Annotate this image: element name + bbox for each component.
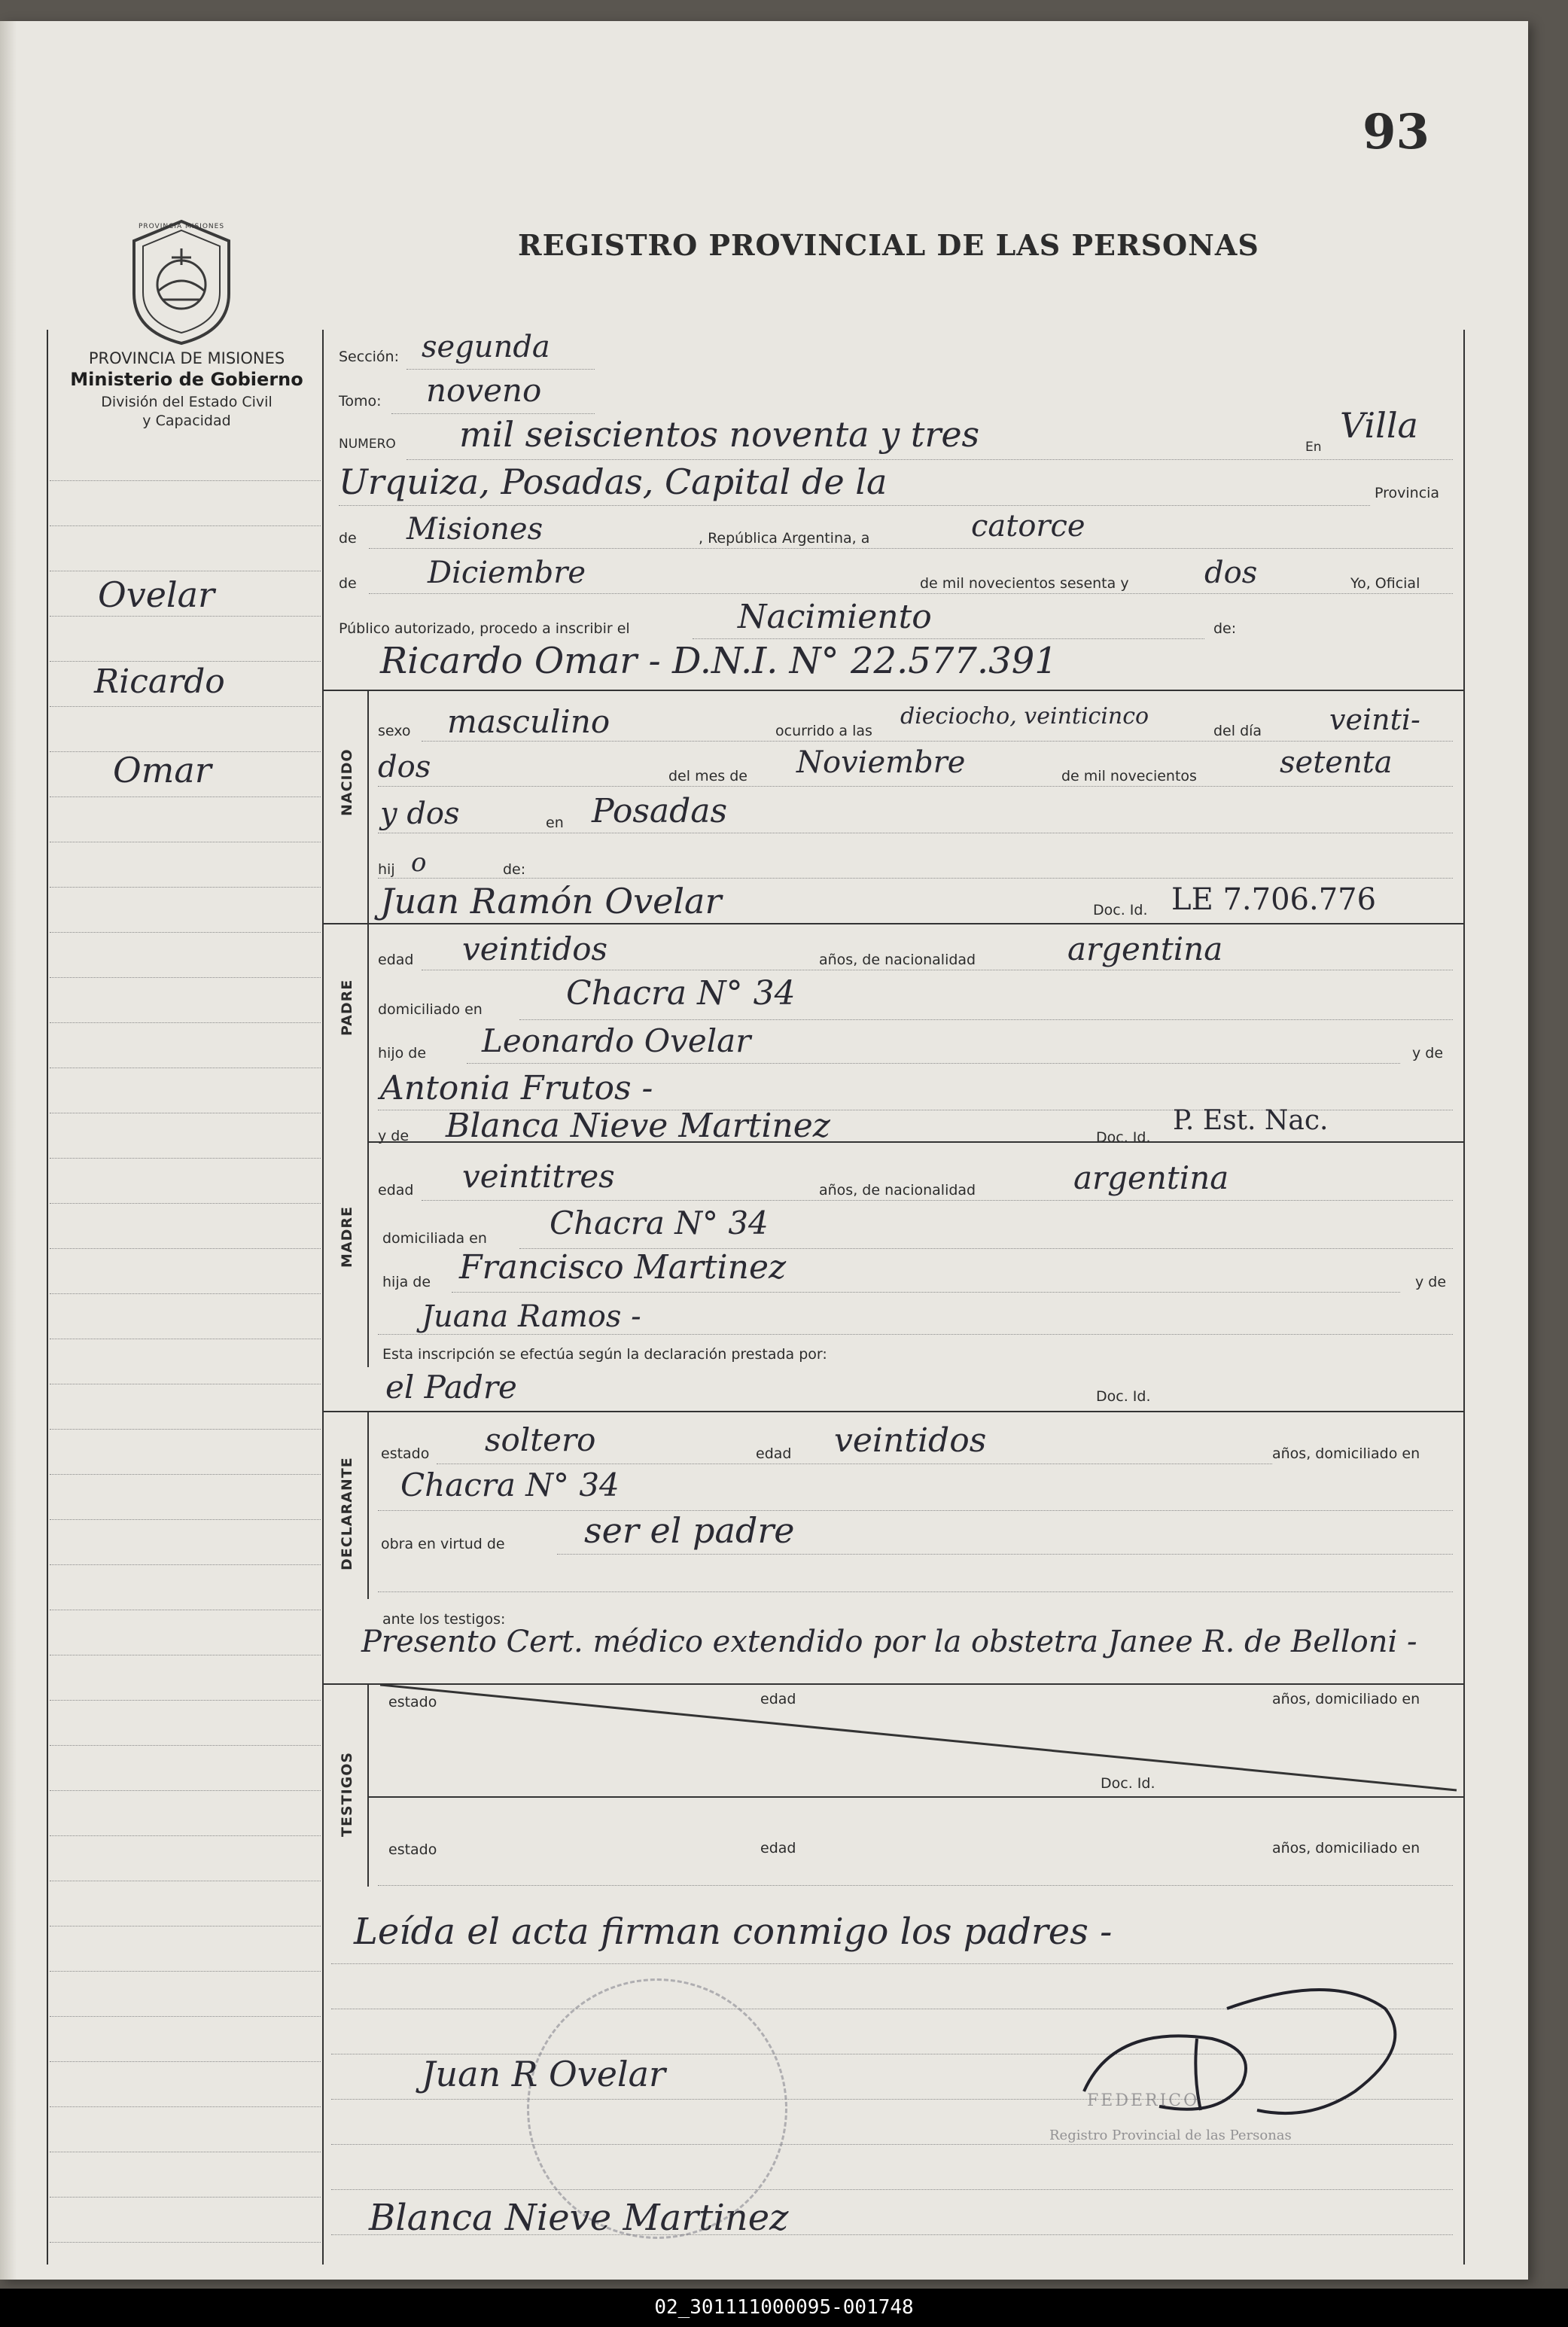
value-hijo-suffix: o	[411, 848, 427, 878]
value-padre-nac: argentina	[1067, 930, 1223, 967]
main-left-border	[322, 330, 324, 2265]
margin-rule	[50, 2016, 321, 2017]
margin-rule	[50, 661, 321, 662]
label-tomo: Tomo:	[339, 393, 382, 410]
value-madre-padre: Francisco Martinez	[459, 1248, 787, 1287]
label-de-mil: de mil novecientos sesenta y	[920, 575, 1129, 592]
seal-text: PROVINCIA MISIONES	[138, 223, 225, 230]
section-madre: MADRE	[339, 1206, 355, 1268]
margin-rule	[50, 1248, 321, 1249]
label-de-hijo: de:	[503, 861, 526, 878]
margin-note-given2: Omar	[113, 750, 212, 790]
value-padre-madre: Antonia Frutos -	[380, 1069, 653, 1107]
value-decl-edad: veintidos	[834, 1421, 987, 1460]
margin-rule	[50, 2061, 321, 2062]
label-madre-doc: Doc. Id.	[1096, 1129, 1151, 1146]
page-number: 93	[1362, 104, 1430, 160]
page-title: REGISTRO PROVINCIAL DE LAS PERSONAS	[518, 228, 1259, 262]
label-de-prov: de	[339, 530, 357, 547]
value-anio: dos	[1204, 556, 1258, 590]
value-lectura: Leída el acta firman conmigo los padres -	[354, 1911, 1113, 1953]
value-lugar-nac: Posadas	[592, 792, 728, 830]
label-declarante-doc: Doc. Id.	[1096, 1388, 1151, 1405]
label-madre-edad: edad	[378, 1182, 414, 1199]
label-en: En	[1305, 440, 1322, 455]
value-decl-obra: ser el padre	[584, 1510, 795, 1551]
value-padre-nombre: Juan Ramón Ovelar	[380, 881, 722, 921]
label-t1-doc: Doc. Id.	[1101, 1775, 1155, 1792]
value-padre-doc: LE 7.706.776	[1171, 882, 1377, 917]
label-decl-obra: obra en virtud de	[381, 1536, 505, 1552]
value-mes: Diciembre	[428, 556, 586, 590]
margin-note-given1: Ricardo	[94, 662, 225, 701]
margin-rule	[50, 1835, 321, 1836]
label-y-de-madre: y de	[378, 1128, 410, 1144]
label-decl-estado: estado	[381, 1445, 430, 1462]
register-page	[0, 21, 1528, 2280]
margin-rule	[50, 2242, 321, 2243]
label-yo-oficial: Yo, Oficial	[1350, 575, 1420, 592]
madre-top-rule	[367, 1141, 1463, 1143]
value-acto: Nacimiento	[738, 598, 932, 636]
label-hijo: hij	[378, 861, 395, 878]
footer-bar	[0, 2289, 1568, 2327]
margin-rule	[50, 1700, 321, 1701]
footer-id: 02_301111000095-001748	[654, 2296, 914, 2319]
value-padre-padre: Leonardo Ovelar	[482, 1022, 751, 1059]
label-rep-arg: , República Argentina, a	[699, 530, 870, 547]
margin-rule	[50, 1429, 321, 1430]
value-nombre: Ricardo Omar - D.N.I. N° 22.577.391	[380, 640, 1058, 682]
label-madre-dom: domiciliada en	[382, 1230, 487, 1247]
body-rule	[331, 1963, 1453, 1964]
label-padre-doc: Doc. Id.	[1093, 902, 1148, 918]
padre-top-rule	[322, 923, 1463, 924]
section-testigos: TESTIGOS	[339, 1751, 355, 1837]
margin-rule	[50, 525, 321, 526]
label-de-colon: de:	[1213, 620, 1237, 637]
value-decl-dom: Chacra N° 34	[400, 1467, 620, 1503]
label-numero: NUMERO	[339, 437, 396, 452]
margin-rule	[50, 480, 321, 481]
body-rule	[331, 2189, 1453, 2190]
value-madre-dom: Chacra N° 34	[550, 1205, 769, 1241]
value-declarante: el Padre	[385, 1369, 517, 1406]
label-decl-edad: edad	[756, 1445, 792, 1462]
label-padre-y-de: y de	[1412, 1045, 1444, 1061]
label-ocurrido: ocurrido a las	[775, 723, 872, 739]
declarante-top-rule	[322, 1411, 1463, 1412]
label-padre-dom: domiciliado en	[378, 1001, 483, 1018]
signature-father: Juan R Ovelar	[422, 2054, 666, 2094]
label-del-dia: del día	[1213, 723, 1262, 739]
main-right-border	[1463, 330, 1465, 2265]
value-madre-edad: veintitres	[462, 1158, 615, 1195]
value-testigos: Presento Cert. médico extendido por la obstetra Janee R. de Belloni -	[361, 1625, 1417, 1659]
margin-rule	[50, 616, 321, 617]
value-madre-nombre: Blanca Nieve Martinez	[446, 1107, 830, 1145]
value-mes-nac: Noviembre	[796, 745, 966, 780]
label-t2-dom: años, domiciliado en	[1272, 1840, 1420, 1856]
value-provincia: Misiones	[406, 512, 543, 547]
label-madre-hija-de: hija de	[382, 1274, 431, 1290]
margin-rule	[50, 1564, 321, 1565]
label-del-mes: del mes de	[668, 768, 747, 784]
section-nacido: NACIDO	[339, 748, 355, 816]
value-lugar: Urquiza, Posadas, Capital de la	[339, 461, 888, 502]
margin-rule	[50, 1790, 321, 1791]
value-decl-estado: soltero	[485, 1421, 596, 1458]
cancel-strike	[380, 1685, 1460, 1796]
value-dia-nac: veinti-	[1329, 703, 1420, 736]
value-madre-nac: argentina	[1073, 1159, 1229, 1196]
stamp-name: FEDERICO	[1087, 2091, 1200, 2110]
value-padre-edad: veintidos	[462, 930, 608, 967]
margin-rule	[50, 977, 321, 978]
label-en-lugar: en	[546, 815, 564, 831]
testigo-divider	[367, 1796, 1463, 1798]
margin-rule	[50, 2197, 321, 2198]
label-t2-estado: estado	[388, 1841, 437, 1858]
value-tomo: noveno	[426, 372, 542, 409]
margin-rule	[50, 1519, 321, 1520]
margin-rule	[50, 2106, 321, 2107]
value-numero: mil seiscientos noventa y tres	[459, 414, 980, 455]
value-seccion: segunda	[422, 330, 550, 364]
label-sexo: sexo	[378, 723, 411, 739]
seal-emblem	[125, 218, 238, 346]
value-dia: catorce	[971, 509, 1085, 544]
value-en: Villa	[1340, 405, 1418, 446]
margin-rule	[50, 1203, 321, 1204]
label-seccion: Sección:	[339, 349, 399, 365]
margin-rule	[50, 1158, 321, 1159]
value-padre-dom: Chacra N° 34	[566, 974, 796, 1013]
label-declaracion: Esta inscripción se efectúa según la declaración prestada por:	[382, 1346, 827, 1363]
margin-rule	[50, 887, 321, 888]
org-province: PROVINCIA DE MISIONES	[88, 349, 285, 367]
label-ante: ante los testigos:	[382, 1611, 506, 1628]
stamp-registry: Registro Provincial de las Personas	[1049, 2127, 1292, 2143]
label-publico: Público autorizado, procedo a inscribir el	[339, 620, 630, 637]
margin-rule	[50, 1022, 321, 1023]
nacido-top-rule	[322, 690, 1463, 691]
label-t1-dom: años, domiciliado en	[1272, 1691, 1420, 1707]
value-dia-nac2: dos	[378, 750, 431, 784]
value-anio-nac: setenta	[1280, 745, 1393, 780]
margin-rule	[50, 796, 321, 797]
org-capacity: y Capacidad	[142, 413, 231, 429]
label-padre-nac: años, de nacionalidad	[819, 952, 976, 968]
value-madre-madre: Juana Ramos -	[422, 1299, 641, 1334]
margin-rule	[50, 1971, 321, 1972]
value-hora: dieciocho, veinticinco	[900, 703, 1149, 729]
label-provincia: Provincia	[1375, 485, 1440, 501]
label-madre-y-de: y de	[1415, 1274, 1447, 1290]
label-t1-estado: estado	[388, 1694, 437, 1710]
margin-rule	[50, 932, 321, 933]
signature-officer	[1069, 1978, 1415, 2137]
signature-mother: Blanca Nieve Martinez	[369, 2197, 789, 2239]
value-anio-nac2: y dos	[380, 796, 460, 831]
label-de-mes: de	[339, 575, 357, 592]
label-madre-nac: años, de nacionalidad	[819, 1182, 976, 1199]
body-rule	[331, 2144, 1453, 2145]
org-ministry: Ministerio de Gobierno	[70, 369, 303, 390]
label-padre-edad: edad	[378, 952, 414, 968]
margin-rule	[50, 1474, 321, 1475]
section-padre: PADRE	[339, 979, 355, 1036]
section-declarante: DECLARANTE	[339, 1457, 355, 1570]
value-madre-doc: P. Est. Nac.	[1173, 1105, 1329, 1136]
org-division: División del Estado Civil	[101, 394, 272, 410]
label-t2-edad: edad	[760, 1840, 796, 1856]
label-t1-edad: edad	[760, 1691, 796, 1707]
left-margin-border	[47, 330, 48, 2265]
label-de-mil2: de mil novecientos	[1061, 768, 1197, 784]
margin-rule	[50, 1745, 321, 1746]
margin-rule	[50, 1293, 321, 1294]
margin-rule	[50, 706, 321, 707]
label-decl-dom: años, domiciliado en	[1272, 1445, 1420, 1462]
margin-note-surname: Ovelar	[98, 574, 215, 615]
value-sexo: masculino	[447, 703, 610, 740]
label-padre-hijo-de: hijo de	[378, 1045, 427, 1061]
